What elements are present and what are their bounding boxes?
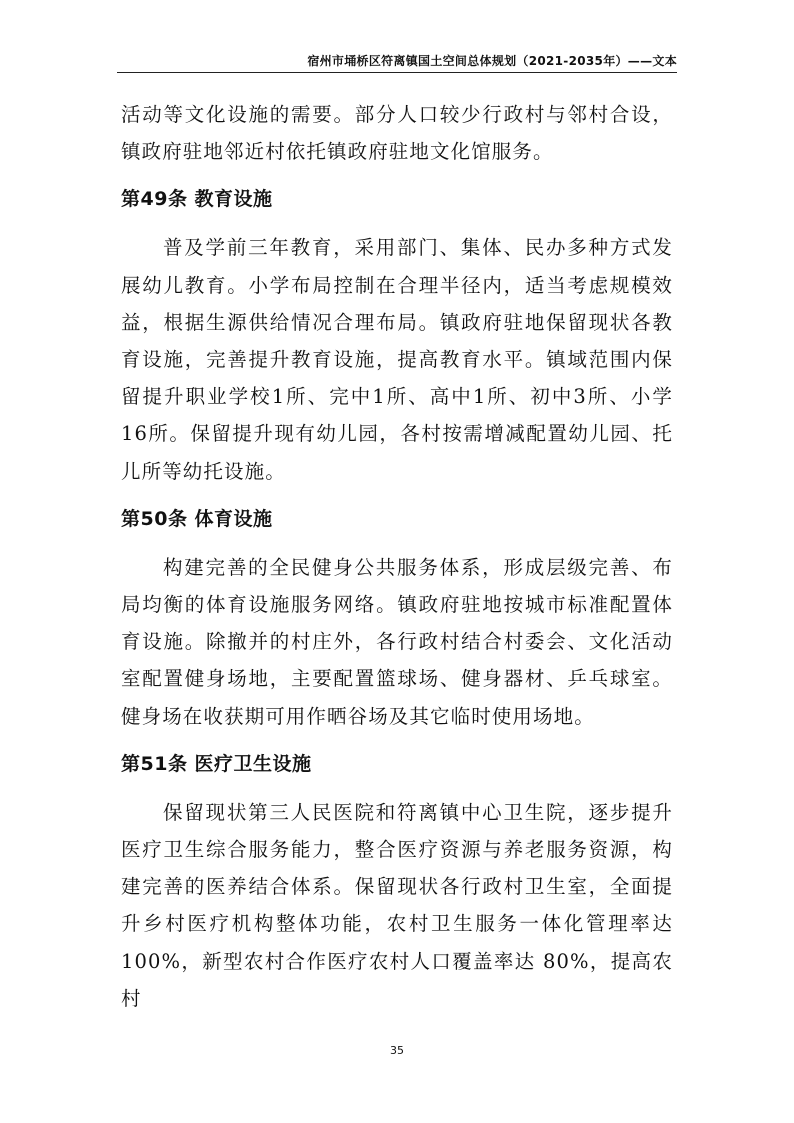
section-heading-education: 第49条 教育设施 (121, 188, 273, 211)
intro-paragraph: 活动等文化设施的需要。部分人口较少行政村与邻村合设，镇政府驻地邻近村依托镇政府驻地文化馆服务。 (121, 103, 673, 164)
section-heading-sports: 第50条 体育设施 (121, 507, 273, 530)
section-body-education: 普及学前三年教育，采用部门、集体、民办多种方式发展幼儿教育。小学布局控制在合理半径内，适当考虑规模效益，根据生源供给情况合理布局。镇政府驻地保留现状各教育设施，完善提升教育设施，提高教育水平。镇域范围内保留提升职业学校1所、完中1所、高中1所、初中3所、小学16所。保留提升现有幼儿园，各村按需增减配置幼儿园、托儿所等幼托设施。 (121, 236, 673, 483)
section-heading-medical: 第51条 医疗卫生设施 (121, 752, 312, 775)
section-body-medical: 保留现状第三人民医院和符离镇中心卫生院，逐步提升医疗卫生综合服务能力，整合医疗资源与养老服务资源，构建完善的医养结合体系。保留现状各行政村卫生室，全面提升乡村医疗机构整体功能，农村卫生服务一体化管理率达100%，新型农村合作医疗农村人口覆盖率达 80%，提高农村 (121, 800, 673, 1010)
document-body (121, 96, 673, 1017)
running-header: 宿州市埇桥区符离镇国土空间总体规划（2021-2035年）——文本 (307, 54, 677, 68)
page-number: 35 (390, 1044, 404, 1057)
section-body-sports: 构建完善的全民健身公共服务体系，形成层级完善、布局均衡的体育设施服务网络。镇政府驻地按城市标准配置体育设施。除撤并的村庄外，各行政村结合村委会、文化活动室配置健身场地，主要配置篮球场、健身器材、乒乓球室。健身场在收获期可用作晒谷场及其它临时使用场地。 (121, 555, 673, 728)
header-rule (117, 72, 677, 73)
